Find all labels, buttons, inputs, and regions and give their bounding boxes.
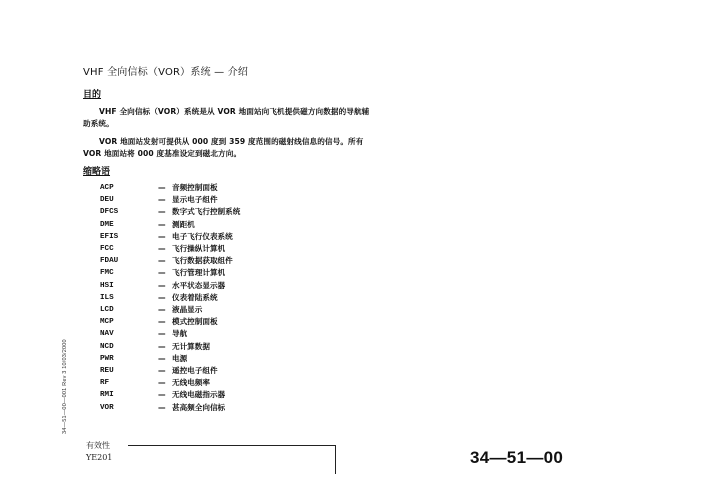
- abbreviation-row: [100, 182, 373, 194]
- abbreviation-row: [100, 353, 373, 365]
- abbreviation-meaning: 无线电频率: [172, 378, 210, 388]
- effectivity-value: YE201: [86, 453, 113, 462]
- abbreviation-dash: —: [158, 231, 166, 241]
- abbreviation-code: NAV: [100, 330, 114, 339]
- abbreviation-code: DFCS: [100, 208, 119, 217]
- abbreviation-meaning: 无计算数据: [172, 341, 210, 351]
- purpose-heading: 目的: [83, 90, 102, 100]
- abbreviation-row: [100, 267, 373, 279]
- abbreviation-code: NCD: [100, 342, 114, 351]
- abbreviation-row: [100, 194, 373, 206]
- abbreviation-dash: —: [158, 341, 166, 351]
- abbreviation-dash: —: [158, 244, 166, 254]
- abbreviation-meaning: 测距机: [172, 219, 195, 229]
- abbreviation-dash: —: [158, 280, 166, 290]
- abbreviation-meaning: 数字式飞行控制系统: [172, 207, 241, 217]
- abbreviation-code: RMI: [100, 391, 114, 400]
- abbreviation-row: [100, 304, 373, 316]
- footer-divider-horizontal: [128, 445, 335, 446]
- abbreviation-code: FDAU: [100, 257, 119, 266]
- abbreviation-row: [100, 328, 373, 340]
- effectivity-block: [86, 440, 112, 464]
- abbreviation-meaning: 飞行数据获取组件: [172, 256, 233, 266]
- abbreviation-dash: —: [158, 292, 166, 302]
- abbreviation-meaning: 导航: [172, 329, 188, 339]
- abbreviation-dash: —: [158, 207, 166, 217]
- abbreviation-meaning: 甚高频全向信标: [172, 402, 226, 412]
- abbreviation-meaning: 仪表着陆系统: [172, 292, 218, 302]
- abbreviation-row: [100, 292, 373, 304]
- abbreviation-row: [100, 316, 373, 328]
- footer-divider-vertical: [335, 445, 336, 474]
- abbreviation-dash: —: [158, 317, 166, 327]
- abbreviation-dash: —: [158, 256, 166, 266]
- side-reference: 34—51—00—001 Rev 3 10/03/2000: [62, 339, 68, 434]
- abbreviation-dash: —: [158, 378, 166, 388]
- abbreviation-row: [100, 402, 373, 414]
- abbreviation-code: ACP: [100, 184, 114, 192]
- abbreviation-meaning: 模式控制面板: [172, 317, 218, 327]
- abbreviation-row: [100, 219, 373, 231]
- abbreviation-row: [100, 255, 373, 267]
- abbreviation-code: VOR: [100, 403, 114, 412]
- abbreviation-code: EFIS: [100, 232, 119, 241]
- abbreviations-heading: 缩略语: [83, 167, 111, 177]
- abbreviation-meaning: 电子飞行仪表系统: [172, 231, 233, 241]
- abbreviation-row: [100, 206, 373, 218]
- abbreviation-meaning: 电源: [172, 353, 188, 363]
- abbreviation-row: [100, 231, 373, 243]
- abbreviation-code: DME: [100, 220, 114, 229]
- abbreviation-dash: —: [158, 195, 166, 205]
- content-area: [83, 66, 373, 414]
- abbreviation-dash: —: [158, 268, 166, 278]
- abbreviation-row: [100, 280, 373, 292]
- abbreviation-row: [100, 341, 373, 353]
- abbreviation-dash: —: [158, 183, 166, 192]
- abbreviation-code: MCP: [100, 318, 114, 327]
- abbreviation-dash: —: [158, 402, 166, 412]
- purpose-paragraph-2: VOR 地面站发射可提供从 000 度到 359 度范围的磁射线信息的信号。所有 VOR 地面站将 000 度基准设定到磁北方向。: [83, 137, 364, 158]
- abbreviation-dash: —: [158, 305, 166, 315]
- abbreviation-meaning: 飞行管理计算机: [172, 268, 226, 278]
- abbreviation-row: [100, 365, 373, 377]
- abbreviation-meaning: 显示电子组件: [172, 195, 218, 205]
- abbreviation-row: [100, 243, 373, 255]
- purpose-paragraph-1: VHF 全向信标（VOR）系统是从 VOR 地面站向飞机提供磁方向数据的导航辅助系统。: [83, 107, 370, 128]
- abbreviation-meaning: 液晶显示: [172, 305, 203, 315]
- abbreviation-code: FCC: [100, 245, 114, 254]
- abbreviation-code: HSI: [100, 281, 114, 290]
- abbreviation-dash: —: [158, 353, 166, 363]
- effectivity-label: 有效性: [86, 441, 110, 450]
- abbreviation-code: LCD: [100, 306, 114, 315]
- abbreviation-dash: —: [158, 329, 166, 339]
- abbreviation-code: PWR: [100, 354, 114, 363]
- abbreviation-row: [100, 377, 373, 389]
- abbreviation-code: RF: [100, 379, 110, 388]
- abbreviations-list: [100, 182, 373, 414]
- abbreviation-meaning: 音频控制面板: [172, 183, 218, 192]
- page-number: 34—51—00: [470, 448, 564, 467]
- abbreviation-meaning: 水平状态显示器: [172, 280, 226, 290]
- abbreviation-meaning: 无线电磁指示器: [172, 390, 226, 400]
- abbreviation-meaning: 飞行操纵计算机: [172, 244, 226, 254]
- page-title: VHF 全向信标（VOR）系统 — 介绍: [83, 67, 249, 78]
- abbreviation-dash: —: [158, 366, 166, 376]
- abbreviation-code: DEU: [100, 196, 114, 205]
- abbreviation-meaning: 遥控电子组件: [172, 366, 218, 376]
- abbreviation-code: REU: [100, 367, 114, 376]
- abbreviation-row: [100, 389, 373, 401]
- abbreviation-code: FMC: [100, 269, 114, 278]
- abbreviation-dash: —: [158, 219, 166, 229]
- abbreviation-dash: —: [158, 390, 166, 400]
- abbreviation-code: ILS: [100, 293, 114, 302]
